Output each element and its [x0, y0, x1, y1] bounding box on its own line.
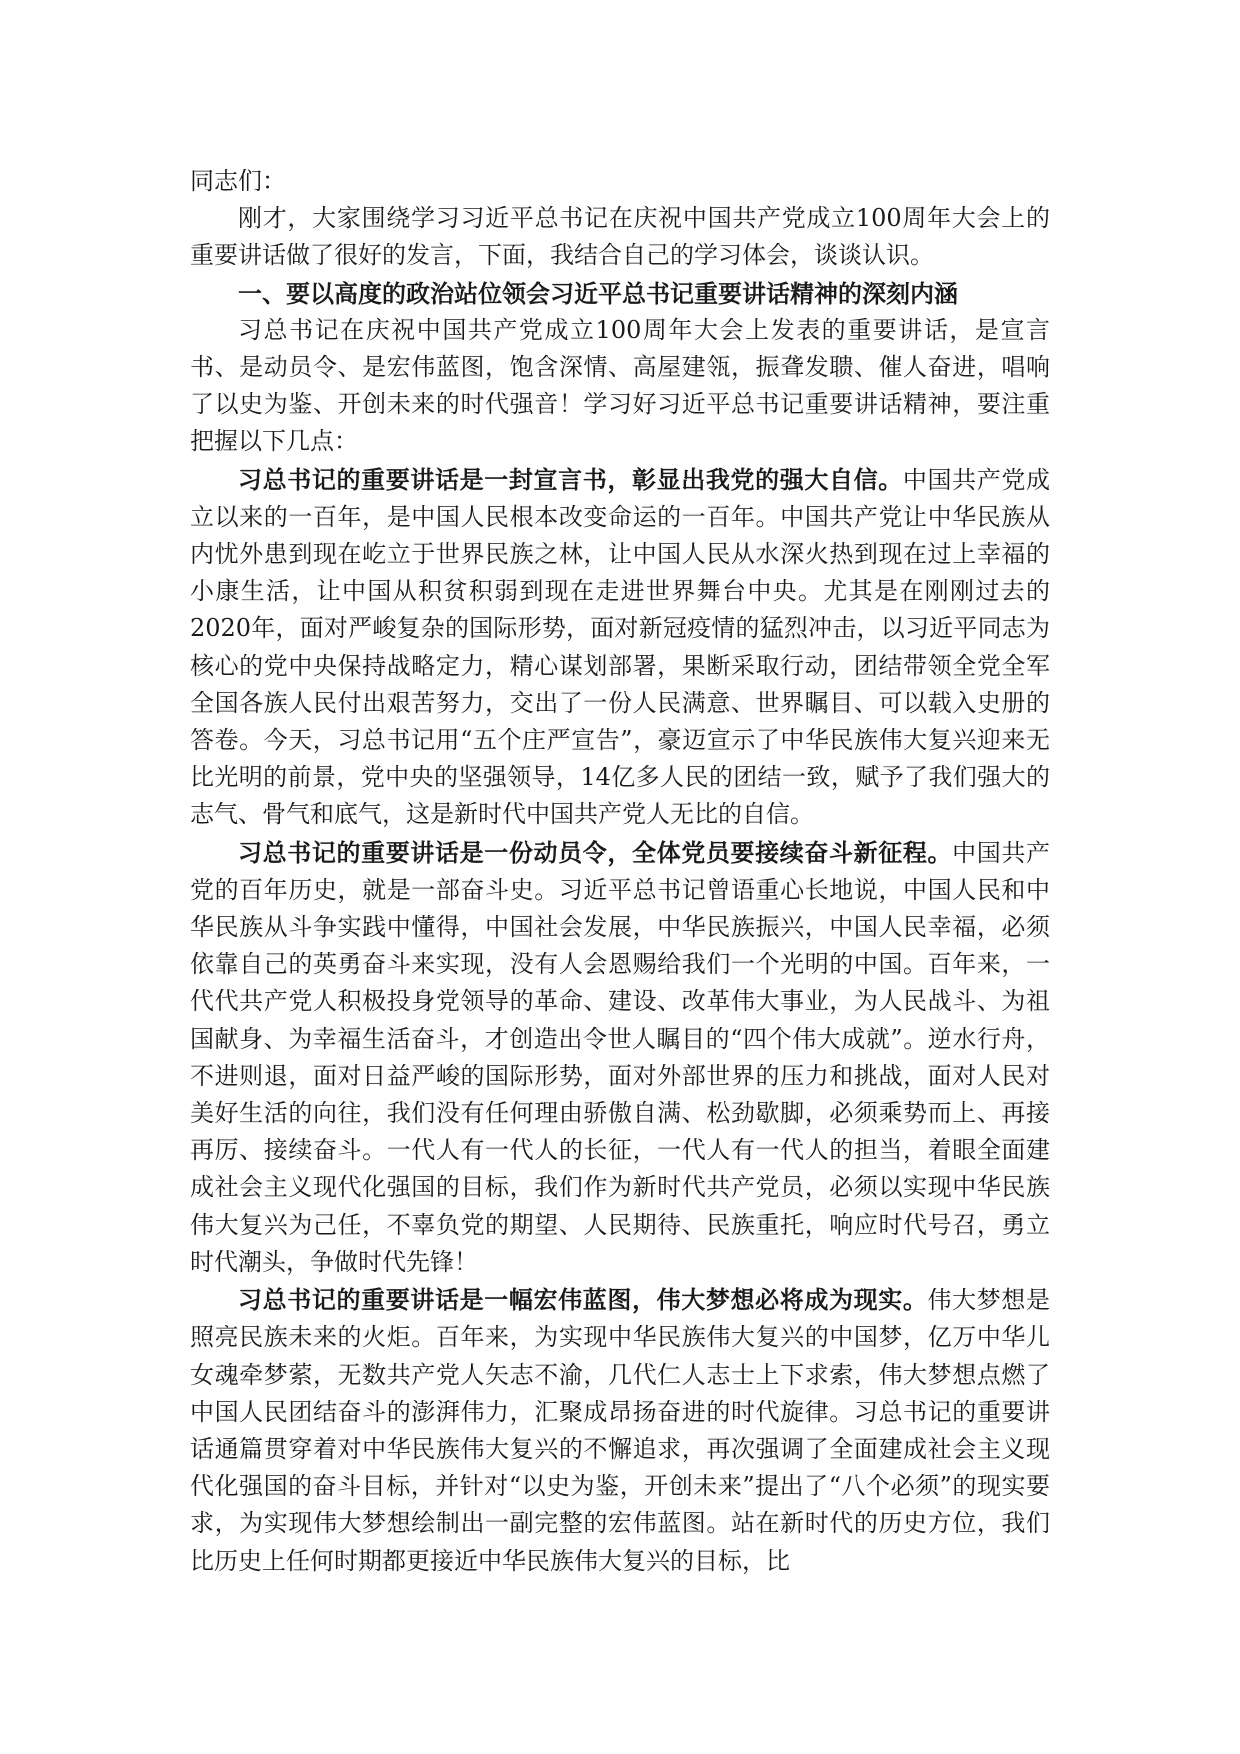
- point-paragraph-1: [190, 461, 1050, 834]
- point-body-2: 中国共产党的百年历史，就是一部奋斗史。习近平总书记曾语重心长地说，中国人民和中华民族从斗争实践中懂得，中国社会发展，中华民族振兴，中国人民幸福，必须依靠自己的英勇奋斗来实现，没有人会恩赐给我们一个光明的中国。百年来，一代代共产党人积极投身党领导的革命、建设、改革伟大事业，为人民战斗、为祖国献身、为幸福生活奋斗，才创造出令世人瞩目的“四个伟大成就”。逆水行舟，不进则退，面对日益严峻的国际形势，面对外部世界的压力和挑战，面对人民对美好生活的向往，我们没有任何理由骄傲自满、松劲歇脚，必须乘势而上、再接再厉、接续奋斗。一代人有一代人的长征，一代人有一代人的担当，着眼全面建成社会主义现代化强国的目标，我们作为新时代共产党员，必须以实现中华民族伟大复兴为己任，不辜负党的期望、人民期待、民族重托，响应时代号召，勇立时代潮头，争做时代先锋！: [190, 838, 1050, 1276]
- point-body-1: 中国共产党成立以来的一百年，是中国人民根本改变命运的一百年。中国共产党让中华民族从内忧外患到现在屹立于世界民族之林，让中国人民从水深火热到现在过上幸福的小康生活，让中国从积贫积弱到现在走进世界舞台中央。尤其是在刚刚过去的2020年，面对严峻复杂的国际形势，面对新冠疫情的猛烈冲击，以习近平同志为核心的党中央保持战略定力，精心谋划部署，果断采取行动，团结带领全党全军全国各族人民付出艰苦努力，交出了一份人民满意、世界瞩目、可以载入史册的答卷。今天，习总书记用“五个庄严宣告”，豪迈宣示了中华民族伟大复兴迎来无比光明的前景，党中央的坚强领导，14亿多人民的团结一致，赋予了我们强大的志气、骨气和底气，这是新时代中国共产党人无比的自信。: [190, 465, 1050, 829]
- point-lead-3: 习总书记的重要讲话是一幅宏伟蓝图，伟大梦想必将成为现实。: [238, 1285, 928, 1315]
- point-lead-2: 习总书记的重要讲话是一份动员令，全体党员要接续奋斗新征程。: [238, 837, 953, 867]
- salutation: 同志们：: [190, 167, 286, 195]
- point-lead-1: 习总书记的重要讲话是一封宣言书，彰显出我党的强大自信。: [238, 464, 903, 494]
- point-body-3: 伟大梦想是照亮民族未来的火炬。百年来，为实现中华民族伟大复兴的中国梦，亿万中华儿女魂牵梦萦，无数共产党人矢志不渝，几代仁人志士上下求索，伟大梦想点燃了中国人民团结奋斗的澎湃伟力，汇聚成昂扬奋进的时代旋律。习总书记的重要讲话通篇贯穿着对中华民族伟大复兴的不懈追求，再次强调了全面建成社会主义现代化强国的奋斗目标，并针对“以史为鉴，开创未来”提出了“八个必须”的现实要求，为实现伟大梦想绘制出一副完整的宏伟蓝图。站在新时代的历史方位，我们比历史上任何时期都更接近中华民族伟大复兴的目标，比: [190, 1286, 1050, 1575]
- point-paragraph-3: [190, 1281, 1050, 1580]
- section-intro-paragraph: 习总书记在庆祝中国共产党成立100周年大会上发表的重要讲话，是宣言书、是动员令、是宏伟蓝图，饱含深情、高屋建瓴，振聋发聩、催人奋进，唱响了以史为鉴、开创未来的时代强音！学习好习近平总书记重要讲话精神，要注重把握以下几点：: [190, 315, 1050, 456]
- document-page: [190, 163, 1050, 1580]
- intro-paragraph: 刚才，大家围绕学习习近平总书记在庆祝中国共产党成立100周年大会上的重要讲话做了很好的发言，下面，我结合自己的学习体会，谈谈认识。: [190, 204, 1050, 270]
- point-paragraph-2: [190, 834, 1050, 1281]
- section-heading: 一、要以高度的政治站位领会习近平总书记重要讲话精神的深刻内涵: [238, 278, 958, 308]
